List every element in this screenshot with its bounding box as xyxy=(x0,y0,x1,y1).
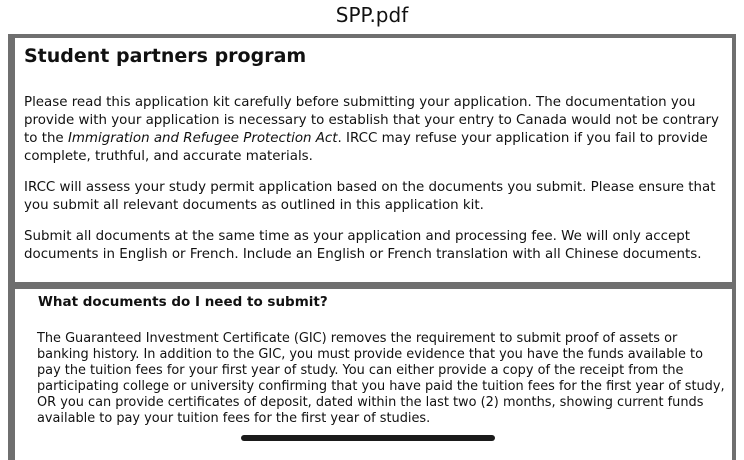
act-title: Immigration and Refugee Protection Act xyxy=(67,131,338,146)
home-indicator-bar[interactable] xyxy=(241,435,495,441)
document-title: SPP.pdf xyxy=(335,3,409,27)
page-heading: Student partners program xyxy=(24,45,307,67)
intro-text-start: Please read this application kit carefully before submitting your application. The documentation you provide with your application is necessary to establish that your entry to Canada would not be contrary to the xyxy=(24,95,719,146)
pdf-page-1 xyxy=(15,38,732,282)
submission-paragraph: Submit all documents at the same time as your application and processing fee. We will only accept documents in English or French. Include an English or French translation with all Chinese documents. xyxy=(24,229,702,262)
document-scroll-area[interactable] xyxy=(8,34,736,460)
section-heading: What documents do I need to submit? xyxy=(38,294,328,310)
intro-paragraph xyxy=(24,94,724,166)
assessment-paragraph: IRCC will assess your study permit application based on the documents you submit. Please ensure that you submit all relevant documents as outlined in this application kit. xyxy=(24,180,716,213)
gic-paragraph: The Guaranteed Investment Certificate (GIC) removes the requirement to submit proof of assets or banking history. In addition to the GIC, you must provide evidence that you have the funds available to pay the tuition fees for your first year of study. You can either provide a copy of the receipt from the participating college or university confirming that you have paid the tuition fees for the first year of study, OR you can provide certificates of deposit, dated within the last two (2) months, showing current funds available to pay your tuition fees for the first year of studies. xyxy=(37,331,725,426)
intro-text-end: . IRCC may refuse your application if you fail to provide complete, truthful, and accurate materials. xyxy=(24,131,708,164)
title-bar xyxy=(0,0,744,34)
